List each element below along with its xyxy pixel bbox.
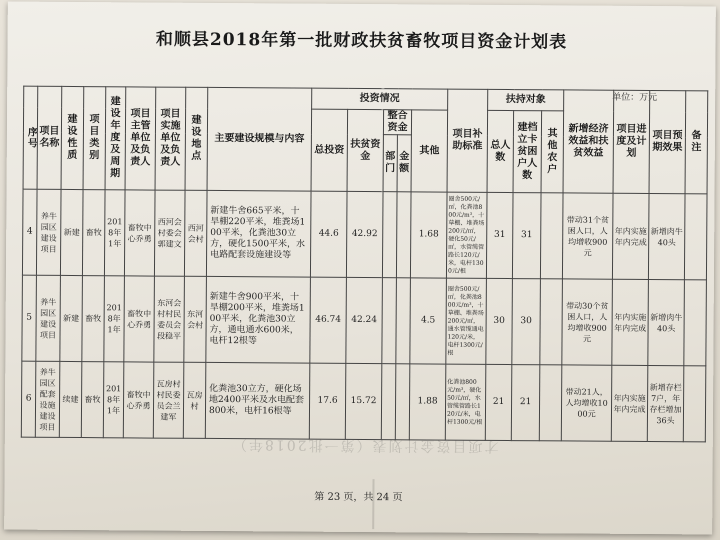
cell-other-farmers <box>540 279 563 365</box>
cell-poor: 21 <box>511 365 540 441</box>
cell-subsidy: 圈舍500元/㎡，化粪池800元/m³，十草棚、堆粪场200元/㎡，硬化50元/㎡，水管缆管路长120元/米，电杆1300元/根 <box>446 192 487 278</box>
cell-year: 2018年1年 <box>104 190 125 276</box>
cell-nature: 续建 <box>59 361 82 437</box>
cell-dept <box>381 364 396 440</box>
header-dept: 部门 <box>383 135 397 192</box>
cell-other-farmers <box>540 193 563 279</box>
cell-nature: 新建 <box>60 189 83 275</box>
header-supervisor: 项目主管单位及负责人 <box>125 87 156 190</box>
cell-category: 畜牧 <box>82 276 105 362</box>
cell-other-farmers <box>539 365 562 441</box>
cell-subsidy: 圈舍500元/㎡，化粪池800元/m³，十草棚、堆粪场200元/㎡，通水管缆通电120元/米，电杆1300元/根 <box>446 278 487 364</box>
header-total: 总投资 <box>311 109 348 191</box>
cell-location: 西河会村 <box>184 190 207 276</box>
cell-seq: 5 <box>22 275 37 361</box>
table-row <box>22 189 707 280</box>
cell-name: 养牛园区建设项目 <box>36 189 61 275</box>
cell-name: 养牛园区建设项目 <box>36 275 61 361</box>
header-investment: 投资情况 <box>312 88 448 110</box>
header-amount: 金额 <box>397 135 411 192</box>
cell-other: 4.5 <box>410 278 447 364</box>
table-row <box>21 361 706 442</box>
page-footer: 第 23 页，共 24 页 <box>314 491 403 504</box>
header-nature: 建设性质 <box>61 86 84 189</box>
header-fund: 扶贫资金 <box>347 109 384 191</box>
cell-fund: 42.92 <box>346 191 383 277</box>
header-seq: 序号 <box>23 86 38 189</box>
header-subsidy: 项目补助标准 <box>447 89 488 192</box>
header-note: 备注 <box>685 91 708 194</box>
cell-expected: 新增存栏7户，年存栏增加36头 <box>647 366 684 442</box>
cell-note <box>684 194 707 280</box>
document-page <box>4 2 716 535</box>
cell-supervisor: 畜牧中心乔勇 <box>124 276 155 362</box>
cell-nature: 新建 <box>60 275 83 361</box>
cell-total: 44.6 <box>310 191 347 277</box>
cell-households: 31 <box>486 192 513 278</box>
cell-households: 21 <box>485 364 512 440</box>
header-poor: 建档立卡贫困户人数 <box>513 111 542 193</box>
cell-location: 东河会村 <box>184 276 207 362</box>
cell-benefit: 带动21人，人均增收1000元 <box>561 365 612 441</box>
cell-implementer: 瓦房村村民委员会兰建军 <box>153 362 184 438</box>
header-progress: 项目进度及计划 <box>613 90 650 193</box>
cell-fund: 15.72 <box>345 363 382 439</box>
cell-category: 畜牧 <box>81 362 104 438</box>
cell-other: 1.68 <box>410 192 447 278</box>
cell-amount <box>396 278 411 364</box>
cell-amount <box>396 192 411 278</box>
header-benefit: 新增经济效益和扶贫效益 <box>563 90 614 193</box>
bleed-through-text: 才项目资金计划表（第一批2018年） <box>230 436 499 454</box>
cell-progress: 年内实施年内完成 <box>612 279 649 365</box>
cell-total: 46.74 <box>310 277 347 363</box>
cell-dept <box>382 278 397 364</box>
header-targets: 扶持对象 <box>488 89 564 111</box>
cell-fund: 42.24 <box>346 277 383 363</box>
header-other: 其他 <box>411 110 448 192</box>
cell-note <box>684 280 707 366</box>
cell-content: 新建牛舍900平米，十旱棚200平米，堆粪场100平米，化粪池30立方，通电通水600米，电杆12根等 <box>206 276 311 363</box>
cell-supervisor: 畜牧中心乔勇 <box>123 362 154 438</box>
document-title: 和顺县2018年第一批财政扶贫畜牧项目资金计划表 <box>155 29 568 53</box>
cell-content: 新建牛舍665平米，十旱棚220平米，堆粪场100平米，化粪池30立方，硬化1500平米，水电路配套设施建设等 <box>206 190 311 277</box>
funding-plan-table <box>21 86 708 443</box>
cell-note <box>683 366 706 442</box>
header-expected: 项目预期效果 <box>649 91 686 194</box>
cell-year: 2018年1年 <box>104 276 125 362</box>
cell-progress: 年内实施年内完成 <box>611 365 648 441</box>
cell-dept <box>382 192 397 278</box>
header-year: 建设年度及周期 <box>105 87 126 190</box>
cell-amount <box>395 364 410 440</box>
cell-year: 2018年1年 <box>103 362 124 438</box>
cell-location: 瓦房村 <box>183 362 206 438</box>
header-other-farmers: 其他农户 <box>541 111 564 193</box>
cell-implementer: 西河会村委会郭建文 <box>154 190 185 276</box>
cell-supervisor: 畜牧中心乔勇 <box>124 190 155 276</box>
unit-label: 单位：万元 <box>612 92 658 104</box>
header-category: 项目类别 <box>83 87 106 190</box>
header-name: 项目名称 <box>37 86 62 189</box>
header-households: 总人数 <box>487 110 514 192</box>
cell-benefit: 带动31个贫困人口，人均增收900元 <box>562 193 613 279</box>
cell-seq: 6 <box>21 361 36 437</box>
table-row <box>22 275 707 366</box>
cell-expected: 新增肉牛40头 <box>648 280 685 366</box>
cell-benefit: 带动30个贫困人口，人均增收900元 <box>562 279 613 365</box>
cell-households: 30 <box>486 278 513 364</box>
page-fold <box>372 479 374 529</box>
cell-other: 1.88 <box>409 364 446 440</box>
cell-total: 17.6 <box>309 363 346 439</box>
cell-poor: 30 <box>512 279 541 365</box>
cell-expected: 新增肉牛40头 <box>648 194 685 280</box>
cell-implementer: 东河会村村民委员会段稳平 <box>154 276 185 362</box>
cell-subsidy: 化粪池800元/m³，硬化50元/㎡，水管缆管路长120元/米，电杆1300元/根 <box>445 364 486 440</box>
cell-category: 畜牧 <box>82 190 105 276</box>
cell-seq: 4 <box>22 189 37 275</box>
cell-poor: 31 <box>512 193 541 279</box>
header-integrated: 整合资金 <box>383 110 411 135</box>
header-location: 建设地点 <box>185 87 208 190</box>
cell-name: 养牛园区配套设施建设项目 <box>35 361 60 437</box>
cell-progress: 年内实施年内完成 <box>612 193 649 279</box>
cell-content: 化粪池30立方，硬化场地2400平米及水电配套800米，电杆16根等 <box>205 362 310 439</box>
header-content: 主要建设规模与内容 <box>207 87 312 191</box>
header-implementer: 项目实施单位及负责人 <box>155 87 186 190</box>
